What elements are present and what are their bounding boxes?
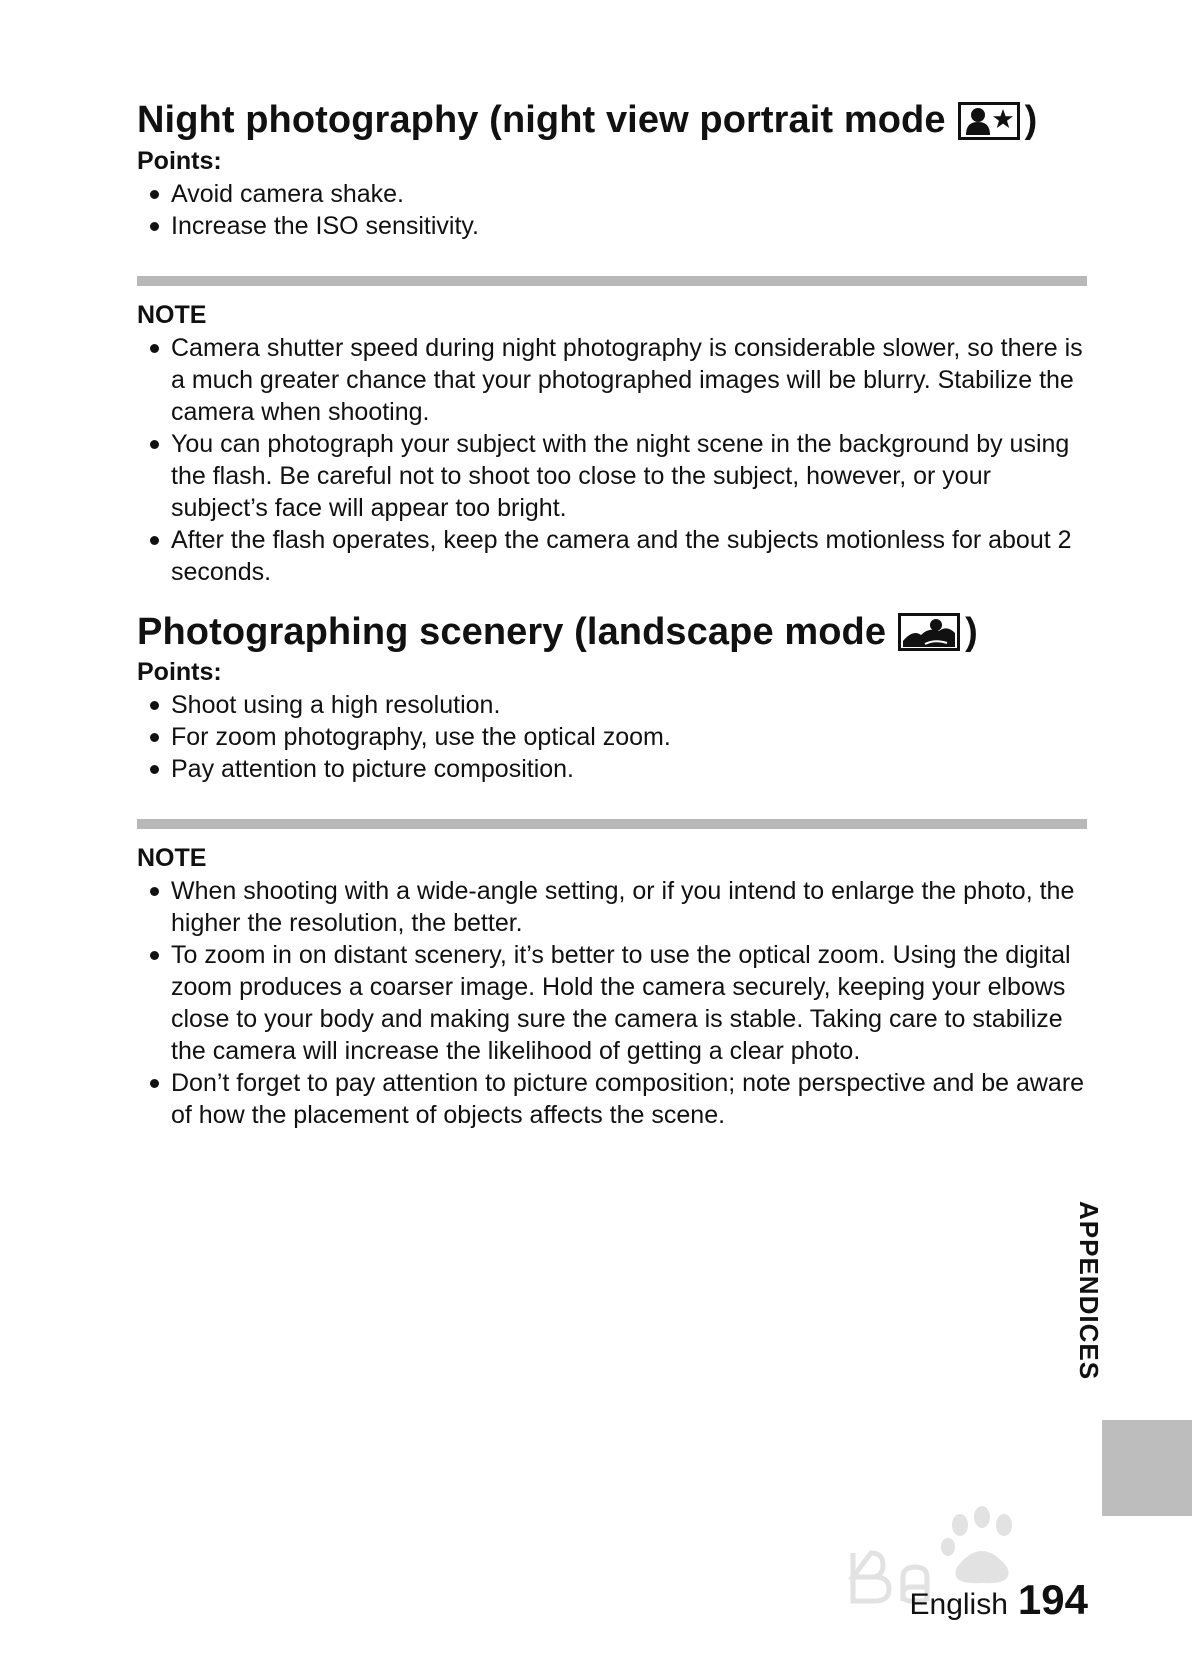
section-title [137,610,1087,656]
list-item: When shooting with a wide-angle setting, or if you intend to enlarge the photo, the higher the resolution, the better. [137,875,1087,939]
points-label: Points: [137,146,222,175]
title-close-paren: ) [1024,99,1038,141]
title-close-paren: ) [965,610,978,653]
list-item: To zoom in on distant scenery, it’s better to use the optical zoom. Using the digital zoom produces a coarser image. Hold the camera securely, keeping your elbows close to your body and making sure the camera is stable. Taking care to stabilize the camera will increase the likelihood of getting a clear photo. [137,939,1087,1067]
list-item: For zoom photography, use the optical zoom. [137,721,1087,753]
list-item: Shoot using a high resolution. [137,689,1087,721]
list-item: Avoid camera shake. [137,178,1087,210]
list-item: You can photograph your subject with the night scene in the background by using the flash. Be careful not to shoot too close to the subject, however, or your subject’s face will appear too bright. [137,428,1087,524]
side-tab-label: APPENDICES [1074,1201,1104,1381]
section-title-text: Night photography (night view portrait mode [137,99,946,141]
footer-language: English [909,1588,1008,1621]
note-list [137,875,1087,1131]
page-footer [910,1576,1088,1624]
list-item: Camera shutter speed during night photography is considerable slower, so there is a much greater chance that your photographed images will be blurry. Stabilize the camera when shooting. [137,332,1087,428]
note-list [137,332,1087,588]
section-landscape [137,610,1087,1132]
points-list [137,689,1087,785]
list-item: After the flash operates, keep the camera and the subjects motionless for about 2 seconds. [137,524,1087,588]
list-item: Pay attention to picture composition. [137,753,1087,785]
landscape-icon [898,613,960,651]
points-label: Points: [137,658,222,687]
night-portrait-icon [958,102,1020,140]
note-label: NOTE [137,300,207,329]
section-night-photography [137,98,1087,588]
section-title [137,98,1087,144]
page-number: 194 [1017,1576,1088,1623]
page-content [137,98,1087,1131]
note-box [137,276,1087,588]
side-tab [1102,1420,1192,1516]
section-title-text: Photographing scenery (landscape mode [137,610,887,653]
points-list [137,178,1087,242]
note-label: NOTE [137,844,207,873]
note-box [137,819,1087,1131]
list-item: Don’t forget to pay attention to picture composition; note perspective and be aware of how the placement of objects affects the scene. [137,1067,1087,1131]
list-item: Increase the ISO sensitivity. [137,210,1087,242]
